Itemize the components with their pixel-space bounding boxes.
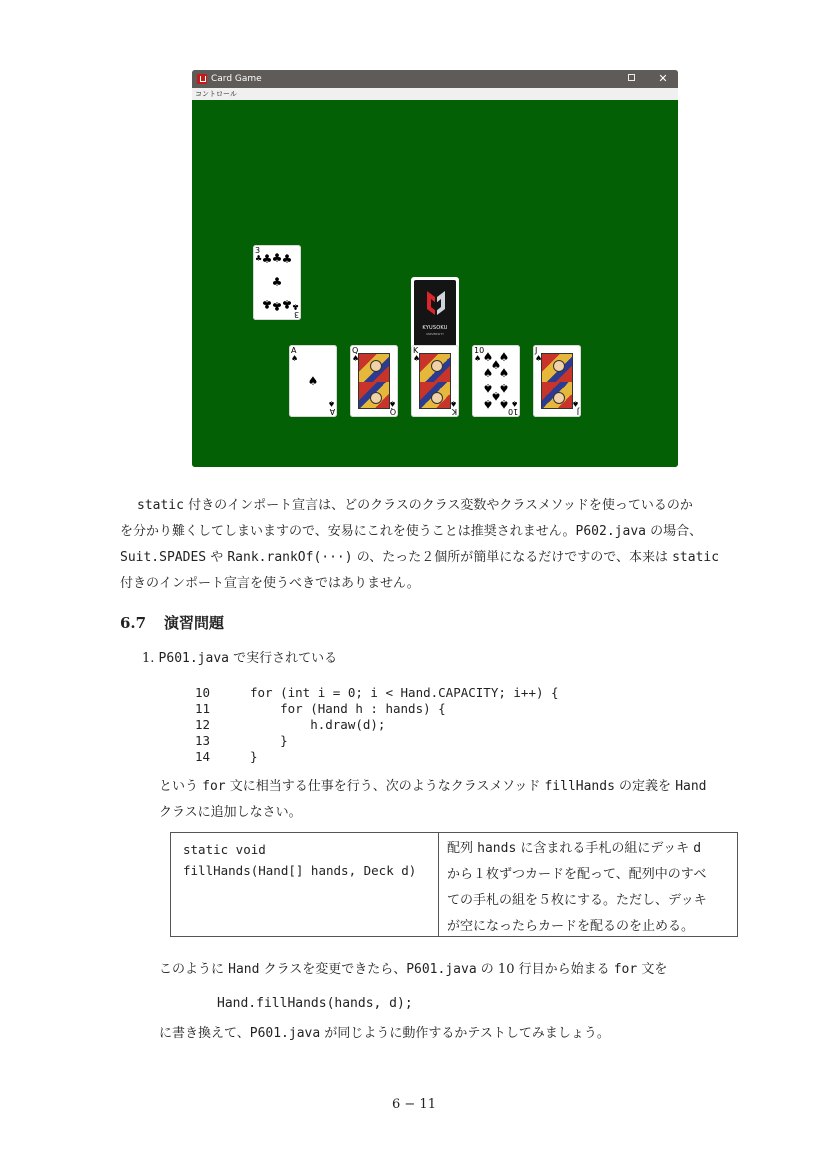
card-corner-rank: K ♠	[449, 399, 457, 416]
card-queen-spades[interactable]	[350, 345, 398, 417]
window-title: Card Game	[211, 74, 262, 84]
method-description: 配列 hands に含まれる手札の組にデッキ d から１枚ずつカードを配って、配列中のすべ ての手札の組を５枚にする。ただし、デッキ が空になったらカードを配るのを止める。	[447, 841, 707, 934]
suit-pip: ♣	[281, 297, 293, 311]
card-corner-rank: 10 ♠	[474, 346, 485, 363]
logo-text: KYUSOKU	[422, 325, 448, 331]
suit-pip: ♠	[307, 374, 319, 388]
code-block	[195, 685, 559, 765]
title-bar[interactable]	[192, 70, 678, 88]
suit-pip: ♠	[498, 366, 510, 380]
suit-pip: ♣	[261, 297, 273, 311]
card-corner-rank: 10 ♠	[507, 399, 518, 416]
suit-pip: ♠	[482, 381, 494, 395]
suit-pip: ♠	[490, 358, 502, 372]
paragraph-line: static 付きのインポート宣言は、どのクラスのクラス変数やクラスメソッドを使っているのか	[137, 498, 693, 513]
paragraph-line: に書き換えて、P601.java が同じように動作するかテストしてみましょう。	[159, 1026, 610, 1041]
code-line: 10 for (int i = 0; i < Hand.CAPACITY; i++) {	[195, 685, 559, 700]
suit-pip: ♣	[281, 252, 293, 266]
card-corner-rank: Q ♠	[388, 399, 396, 416]
logo-subtext: UNIVERSITY	[426, 332, 444, 336]
code-line: 12 h.draw(d);	[195, 717, 386, 732]
suit-pip: ♠	[482, 350, 494, 364]
card-corner-rank: 3 ♣	[291, 302, 299, 319]
menu-item-control[interactable]: コントロール	[195, 90, 237, 98]
page-number: 6 − 11	[392, 1097, 436, 1112]
method-spec-table	[170, 832, 738, 937]
card-jack-spades[interactable]	[533, 345, 581, 417]
exercise-text: で実行されている	[229, 651, 338, 666]
list-number: 1.	[142, 651, 155, 666]
paragraph-line: を分かり難くしてしまいますので、安易にこれを使うことは推奨されません。P602.java の場合、	[120, 524, 703, 539]
card-ace-spades[interactable]	[289, 345, 337, 417]
file-name: P601.java	[158, 651, 229, 666]
card-corner-rank: J ♠	[535, 346, 543, 363]
close-button[interactable]: ✕	[658, 72, 668, 85]
deck-card-back[interactable]	[411, 277, 459, 350]
suit-pip: ♠	[490, 389, 502, 403]
suit-pip: ♠	[498, 397, 510, 411]
paragraph-line: クラスに追加しなさい。	[159, 805, 302, 820]
suit-pip: ♣	[271, 275, 283, 289]
exercise-item	[142, 648, 337, 670]
card-corner-rank: Q ♠	[352, 346, 360, 363]
paragraph-line: 付きのインポート宣言を使うべきではありません。	[120, 576, 420, 591]
suit-pip: ♠	[498, 381, 510, 395]
paragraph-line: Suit.SPADES や Rank.rankOf(···) の、たった２個所が簡単になるだけですので、本来は static	[120, 550, 720, 565]
card-table	[192, 100, 678, 467]
code-line: 13 }	[195, 733, 288, 748]
card-10-spades[interactable]	[472, 345, 520, 417]
suit-pip: ♣	[271, 299, 283, 313]
university-logo	[425, 289, 447, 319]
card-king-spades[interactable]	[411, 345, 459, 417]
section-number: 6.7	[120, 614, 147, 632]
section-heading	[120, 612, 224, 634]
code-snippet: Hand.fillHands(hands, d);	[217, 996, 413, 1011]
card-corner-rank: A ♠	[327, 399, 335, 416]
method-signature: static void fillHands(Hand[] hands, Deck d)	[183, 842, 417, 878]
section-title: 演習問題	[164, 614, 225, 632]
suit-pip: ♠	[482, 397, 494, 411]
suit-pip: ♣	[271, 251, 283, 265]
app-icon	[197, 74, 207, 84]
table-divider	[438, 833, 439, 936]
face-card-art	[419, 353, 451, 409]
suit-pip: ♠	[498, 350, 510, 364]
suit-pip: ♣	[261, 252, 273, 266]
card-3-clubs[interactable]	[253, 245, 301, 320]
card-corner-rank: J ♠	[571, 399, 579, 416]
code-line: 11 for (Hand h : hands) {	[195, 701, 446, 716]
paragraph-line: という for 文に相当する仕事を行う、次のようなクラスメソッド fillHands の定義を Hand	[159, 779, 707, 794]
card-game-window	[192, 70, 678, 467]
card-corner-rank: A ♠	[291, 346, 299, 363]
suit-pip: ♠	[482, 366, 494, 380]
restore-button[interactable]	[628, 74, 635, 81]
menu-bar	[192, 88, 678, 100]
face-card-art	[541, 353, 573, 409]
card-corner-rank: K ♠	[413, 346, 421, 363]
paragraph-line: このように Hand クラスを変更できたら、P601.java の 10 行目から始まる for 文を	[159, 962, 668, 977]
code-line: 14 }	[195, 749, 258, 764]
face-card-art	[358, 353, 390, 409]
card-back-design	[414, 280, 456, 347]
card-corner-rank: 3 ♣	[255, 246, 263, 263]
